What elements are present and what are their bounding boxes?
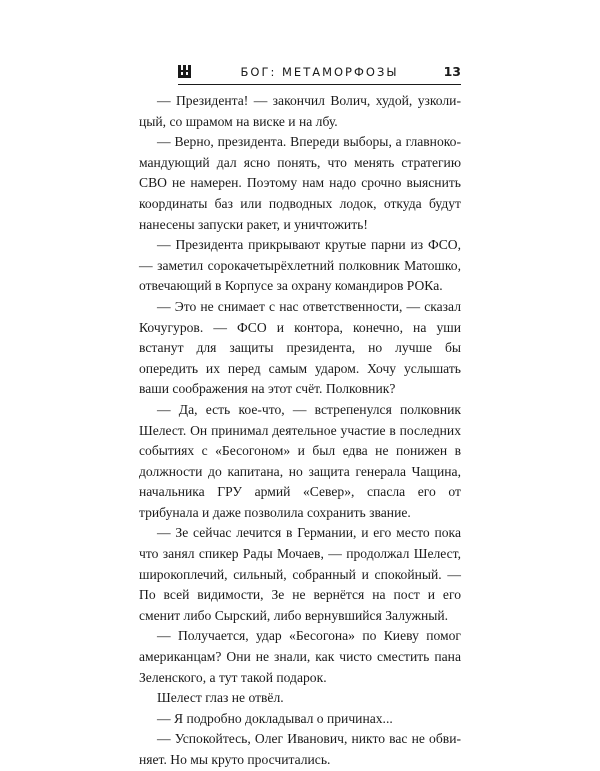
paragraph: Шелест глаз не отвёл. (157, 690, 284, 706)
body-text (139, 91, 461, 771)
paragraph: — Успокойтесь, Олег Иванович, никто вас не обвиняет. Но мы круто просчитались. (139, 731, 461, 767)
paragraph: — Я подробно докладывал о причинах... (157, 710, 393, 726)
paragraph: — Это не снимает с нас ответственности, — сказал Кочугуров. — ФСО и контора, конечно, на уши встанут для защиты президента, но лучше бы опередить их перед самым ударом. Хочу услышать ваши соображения на этот счёт. Полковник? (139, 298, 461, 397)
header-rule (178, 84, 461, 85)
paragraph: — Получается, удар «Бесогона» по Киеву помог американцам? Они не знали, как чисто сместить пана Зеленского, а тут такой подарок. (139, 628, 461, 685)
page-number: 13 (443, 64, 461, 79)
paragraph: — Президента! — закончил Волич, худой, узколицый, со шрамом на виске и на лбу. (139, 93, 461, 129)
running-title: БОГ: МЕТАМОРФОЗЫ (240, 65, 399, 79)
page-header (178, 64, 461, 80)
paragraph: — Верно, президента. Впереди выборы, а главнокомандующий дал ясно понять, что менять стратегию СВО не намерен. Поэтому нам надо срочно выяснить координаты баз или подводных лодок, откуда будут нанесены запуски ракет, и уничтожить! (139, 134, 461, 232)
paragraph: — Зе сейчас лечится в Германии, и его место пока что занял спикер Рады Мочаев, — продолжал Шелест, широкоплечий, сильный, собранный и спокойный. — По всей видимости, Зе не вернётся на пост и его сменит либо Сырский, либо вернувшийся Залужный. (139, 525, 461, 623)
paragraph: — Президента прикрывают крутые парни из ФСО, — заметил сорокачетырёхлетний полковник Матошко, отвечающий в Корпусе за охрану командиров РОКа. (139, 237, 461, 294)
paragraph: — Да, есть кое-что, — встрепенулся полковник Шелест. Он принимал деятельное участие в последних событиях с «Бесогоном» и был едва не понижен в должности до капитана, но защита генерала Чащина, начальника ГРУ армий «Север», спасла его от трибунала и даже позволила сохранить звание. (139, 401, 461, 520)
